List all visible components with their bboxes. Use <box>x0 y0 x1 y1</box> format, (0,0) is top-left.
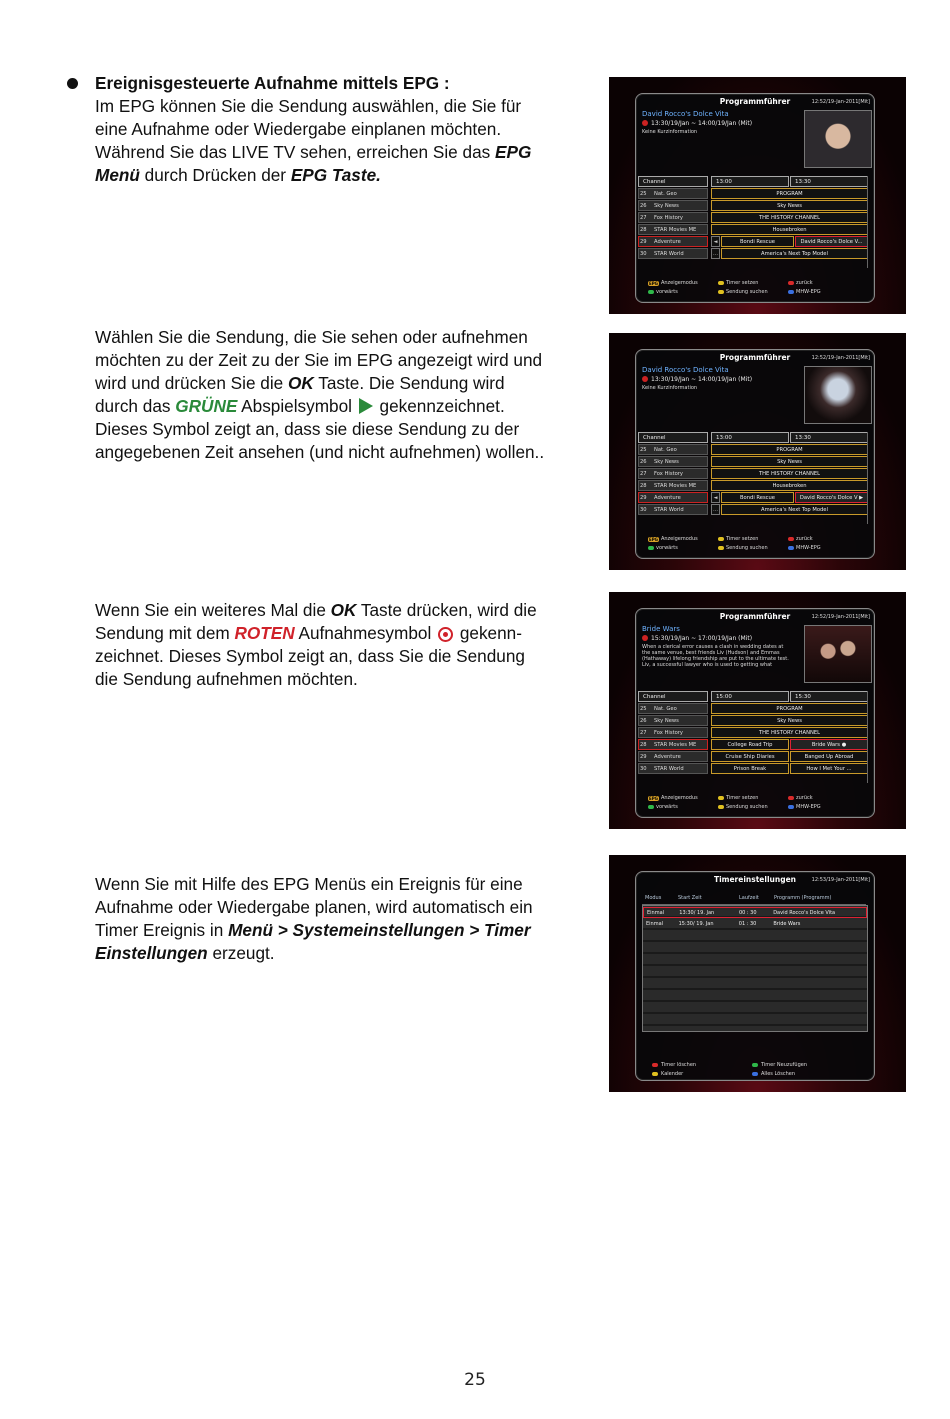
epg-screenshot-3 <box>609 592 906 829</box>
epg-datetime: 12:52/19-Jan-2011[Mit] <box>811 99 870 105</box>
event-row <box>711 492 868 503</box>
legend-mode <box>648 536 718 542</box>
red-dot-icon <box>788 537 794 541</box>
preview-thumbnail <box>804 366 872 424</box>
event-row <box>711 703 868 714</box>
text-span: durch Drücken der <box>139 165 291 185</box>
channel-row[interactable] <box>638 504 708 515</box>
event-cell[interactable]: Housebroken <box>711 480 868 491</box>
red-dot-icon <box>788 796 794 800</box>
text-span: Taste. Die Sendung wird <box>313 373 505 393</box>
legend-mhw <box>788 545 858 551</box>
event-cell[interactable]: Housebroken <box>711 224 868 235</box>
timer-row[interactable] <box>643 907 867 918</box>
text-line: die Sendung aufnehmen möchten. <box>95 669 358 689</box>
event-cell[interactable]: ... <box>711 248 720 259</box>
program-time-text: 13:30/19/Jan ~ 14:00/19/Jan (Mit) <box>651 376 753 383</box>
event-cell[interactable]: College Road Trip <box>711 739 789 750</box>
channel-number: 25 <box>640 191 647 197</box>
text-span: Während Sie das LIVE TV sehen, erreichen Sie das <box>95 142 491 162</box>
section-4-text <box>95 873 600 965</box>
legend-label: Anzeigemodus <box>660 795 698 801</box>
event-cell[interactable]: Bride Wars ● <box>790 739 868 750</box>
epg-datetime: 12:52/19-Jan-2011[Mit] <box>811 614 870 620</box>
channel-row[interactable] <box>638 763 708 774</box>
channel-row[interactable] <box>638 703 708 714</box>
time-header-1: 13:00 <box>711 176 789 187</box>
legend-delete <box>652 1062 752 1068</box>
blue-dot-icon <box>788 290 794 294</box>
bullet-point <box>67 78 78 89</box>
text-emphasis: EPG <box>495 142 532 162</box>
channel-number: 28 <box>640 483 647 489</box>
legend-calendar <box>652 1071 752 1077</box>
yellow-dot-icon <box>718 537 724 541</box>
channel-row[interactable] <box>638 468 708 479</box>
event-cell[interactable]: David Rocco's Dolce V... <box>795 236 868 247</box>
channel-row[interactable] <box>638 492 708 503</box>
timer-cell: Bride Wars <box>773 921 801 927</box>
event-row <box>711 468 868 479</box>
timer-title: Timereinstellungen <box>713 875 797 884</box>
scrollbar <box>867 691 872 783</box>
text-line: Aufnahme oder Wiedergabe planen, wird automatisch ein <box>95 897 533 917</box>
channel-header: Channel <box>638 176 708 187</box>
legend-mhw <box>788 289 858 295</box>
channel-header: Channel <box>638 432 708 443</box>
channel-name: Fox History <box>654 215 683 221</box>
legend-label: Timer setzen <box>726 536 759 542</box>
legend-label: MHW-EPG <box>796 804 821 810</box>
yellow-dot-icon <box>718 796 724 800</box>
epg-badge: EPG <box>649 536 658 542</box>
red-dot-icon <box>788 281 794 285</box>
event-row <box>711 248 868 259</box>
channel-row[interactable] <box>638 248 708 259</box>
program-description: Keine Kurzinformation <box>642 385 698 391</box>
channel-name: STAR Movies ME <box>654 483 697 489</box>
program-description: When a clerical error causes a clash in wedding dates at the same venue, best friends Liv (Hudson) and Emmas (Hathaway) lifelong friendship are put to the ultimate test. Liv, a successful lawyer who is used to getting what <box>642 644 789 668</box>
epg-legend <box>648 536 858 551</box>
text-line: Im EPG können Sie die Sendung auswählen, die Sie für <box>95 96 522 116</box>
yellow-dot-icon <box>718 805 724 809</box>
text-span: wird und drücken Sie die <box>95 373 288 393</box>
legend-label: Timer setzen <box>726 280 759 286</box>
legend-label: vorwärts <box>656 804 678 810</box>
channel-number: 26 <box>640 718 647 724</box>
record-icon <box>438 627 453 642</box>
event-row <box>711 739 868 750</box>
program-time <box>642 376 752 383</box>
event-cell[interactable]: Sky News <box>711 456 868 467</box>
channel-name: Fox History <box>654 471 683 477</box>
event-cell[interactable]: Banged Up Abroad <box>790 751 868 762</box>
channel-row[interactable] <box>638 212 708 223</box>
record-icon <box>642 635 648 641</box>
text-span: gekennzeichnet. <box>374 396 505 416</box>
red-dot-icon <box>652 1063 658 1067</box>
text-green: GRÜNE <box>175 396 238 416</box>
text-emphasis: Einstellungen <box>95 943 208 963</box>
legend-label: zurück <box>796 536 813 542</box>
program-time <box>642 120 752 127</box>
text-emphasis: OK <box>330 600 357 620</box>
event-cell[interactable]: THE HISTORY CHANNEL <box>711 212 868 223</box>
channel-name: Adventure <box>654 495 681 501</box>
channel-header: Channel <box>638 691 708 702</box>
timer-cell: Einmal <box>647 910 665 916</box>
event-cell[interactable]: ◄ <box>711 236 720 247</box>
event-cell[interactable]: ◄ <box>711 492 720 503</box>
legend-timer <box>718 536 788 542</box>
event-cell[interactable]: PROGRAM <box>711 703 868 714</box>
channel-row[interactable] <box>638 727 708 738</box>
program-time-text: 15:30/19/Jan ~ 17:00/19/Jan (Mit) <box>651 635 753 642</box>
text-line: angegebenen Zeit ansehen (und nicht aufnehmen) wollen.. <box>95 442 545 462</box>
legend-label: MHW-EPG <box>796 545 821 551</box>
channel-row[interactable] <box>638 480 708 491</box>
record-icon <box>642 376 648 382</box>
text-line <box>95 942 600 965</box>
text-line <box>95 141 600 164</box>
legend-search <box>718 545 788 551</box>
event-row <box>711 188 868 199</box>
channel-name: Nat. Geo <box>654 191 677 197</box>
channel-number: 25 <box>640 447 647 453</box>
time-header-1: 13:00 <box>711 432 789 443</box>
text-span: Abspielsymbol <box>237 396 357 416</box>
epg-title: Programmführer <box>719 353 791 362</box>
channel-row[interactable] <box>638 456 708 467</box>
timer-row[interactable] <box>643 919 867 930</box>
text-span: Taste drücken, wird die <box>356 600 537 620</box>
legend-label: Sendung suchen <box>726 545 768 551</box>
event-cell[interactable]: Bondi Rescue <box>721 492 794 503</box>
channel-number: 30 <box>640 766 647 772</box>
epg-legend <box>648 795 858 810</box>
text-emphasis: Menü > Systemeinstellungen > Timer <box>228 920 531 940</box>
event-row <box>711 212 868 223</box>
timer-cell: David Rocco's Dolce Vita <box>773 910 836 916</box>
event-cell[interactable]: How I Met Your ... <box>790 763 868 774</box>
legend-back <box>788 795 858 801</box>
event-row <box>711 236 868 247</box>
legend-search <box>718 804 788 810</box>
channel-name: Sky News <box>654 459 679 465</box>
event-row <box>711 456 868 467</box>
timer-columns <box>642 895 866 905</box>
preview-thumbnail <box>804 110 872 168</box>
epg-frame <box>635 349 875 559</box>
text-line <box>95 372 605 395</box>
legend-forward <box>648 804 718 810</box>
time-header-1: 15:00 <box>711 691 789 702</box>
channel-number: 28 <box>640 227 647 233</box>
program-time-text: 13:30/19/Jan ~ 14:00/19/Jan (Mit) <box>651 120 753 127</box>
preview-thumbnail <box>804 625 872 683</box>
legend-label: zurück <box>796 795 813 801</box>
channel-name: Fox History <box>654 730 683 736</box>
scrollbar <box>867 432 872 524</box>
channel-number: 28 <box>640 742 647 748</box>
green-dot-icon <box>648 290 654 294</box>
text-emphasis: Menü <box>95 165 140 185</box>
green-dot-icon <box>648 805 654 809</box>
event-cell[interactable]: THE HISTORY CHANNEL <box>711 727 868 738</box>
epg-legend <box>648 280 858 295</box>
channel-list <box>638 444 708 516</box>
legend-forward <box>648 545 718 551</box>
column-header: Laufzeit <box>739 895 759 901</box>
text-line: eine Aufnahme oder Wiedergabe einplanen möchten. <box>95 119 502 139</box>
legend-label: MHW-EPG <box>796 289 821 295</box>
channel-list <box>638 188 708 260</box>
channel-number: 26 <box>640 203 647 209</box>
event-row <box>711 224 868 235</box>
channel-name: Adventure <box>654 239 681 245</box>
text-line <box>95 164 600 187</box>
epg-title: Programmführer <box>719 97 791 106</box>
legend-delete-all <box>752 1071 852 1077</box>
program-description: Keine Kurzinformation <box>642 129 698 135</box>
legend-back <box>788 536 858 542</box>
page-number: 25 <box>464 1370 486 1390</box>
epg-screenshot-2 <box>609 333 906 570</box>
channel-name: STAR World <box>654 507 684 513</box>
epg-frame <box>635 93 875 303</box>
legend-label: Anzeigemodus <box>660 536 698 542</box>
channel-number: 27 <box>640 215 647 221</box>
epg-datetime: 12:52/19-Jan-2011[Mit] <box>811 355 870 361</box>
timer-screenshot <box>609 855 906 1092</box>
channel-number: 30 <box>640 507 647 513</box>
event-cell[interactable]: David Rocco's Dolce V ▶ <box>795 492 868 503</box>
event-cell[interactable]: THE HISTORY CHANNEL <box>711 468 868 479</box>
program-time <box>642 635 752 642</box>
timer-frame <box>635 871 875 1081</box>
epg-screenshot-1 <box>609 77 906 314</box>
event-cell[interactable]: PROGRAM <box>711 188 868 199</box>
event-cell[interactable]: Cruise Ship Diaries <box>711 751 789 762</box>
channel-row[interactable] <box>638 188 708 199</box>
channel-number: 25 <box>640 706 647 712</box>
text-span: Wenn Sie ein weiteres Mal die <box>95 600 331 620</box>
column-header: Modus <box>645 895 662 901</box>
program-title: David Rocco's Dolce Vita <box>642 110 729 118</box>
channel-name: STAR World <box>654 251 684 257</box>
record-icon <box>642 120 648 126</box>
channel-row[interactable] <box>638 751 708 762</box>
text-line: Wenn Sie mit Hilfe des EPG Menüs ein Ereignis für eine <box>95 874 523 894</box>
epg-badge: EPG <box>649 795 658 801</box>
legend-forward <box>648 289 718 295</box>
text-span: Timer Ereignis in <box>95 920 229 940</box>
text-span: durch das <box>95 396 176 416</box>
legend-label: Kalender <box>661 1071 684 1077</box>
event-row <box>711 504 868 515</box>
text-line: Wählen Sie die Sendung, die Sie sehen oder aufnehmen <box>95 327 528 347</box>
channel-number: 26 <box>640 459 647 465</box>
event-cell[interactable]: Prison Break <box>711 763 789 774</box>
event-cell[interactable]: Sky News <box>711 715 868 726</box>
channel-row[interactable] <box>638 200 708 211</box>
epg-frame <box>635 608 875 818</box>
channel-row[interactable] <box>638 444 708 455</box>
channel-number: 29 <box>640 239 647 245</box>
legend-new <box>752 1062 852 1068</box>
channel-number: 29 <box>640 754 647 760</box>
legend-label: Sendung suchen <box>726 289 768 295</box>
timer-cell: 15:30/ 19. Jan <box>678 921 714 927</box>
legend-mode <box>648 280 718 286</box>
text-red: ROTEN <box>234 623 295 643</box>
event-grid <box>711 703 868 775</box>
legend-back <box>788 280 858 286</box>
section-3-text <box>95 599 600 691</box>
section-1-text <box>95 72 600 187</box>
text-line <box>95 919 600 942</box>
yellow-dot-icon <box>652 1072 658 1076</box>
section-2-text <box>95 326 605 464</box>
blue-dot-icon <box>788 805 794 809</box>
event-cell[interactable]: America's Next Top Model <box>721 504 868 515</box>
text-line: möchten zu der Zeit zu der Sie im EPG angezeigt wird und <box>95 350 543 370</box>
text-span: Sendung mit dem <box>95 623 235 643</box>
program-title: David Rocco's Dolce Vita <box>642 366 729 374</box>
text-span: gekenn- <box>455 623 522 643</box>
event-cell[interactable]: ... <box>711 504 720 515</box>
timer-datetime: 12:53/19-Jan-2011[Mit] <box>811 877 870 883</box>
event-cell[interactable]: Bondi Rescue <box>721 236 794 247</box>
channel-row[interactable] <box>638 224 708 235</box>
text-line <box>95 395 605 418</box>
text-line: Dieses Symbol zeigt an, dass sie diese Sendung zu der <box>95 419 520 439</box>
channel-name: Sky News <box>654 203 679 209</box>
column-header: Programm (Programm) <box>774 895 832 901</box>
channel-number: 27 <box>640 471 647 477</box>
blue-dot-icon <box>752 1072 758 1076</box>
channel-row[interactable] <box>638 739 708 750</box>
legend-label: vorwärts <box>656 545 678 551</box>
channel-name: STAR World <box>654 766 684 772</box>
legend-mode <box>648 795 718 801</box>
time-header-2: 13:30 <box>790 176 868 187</box>
channel-name: Adventure <box>654 754 681 760</box>
event-row <box>711 200 868 211</box>
text-line <box>95 599 600 622</box>
event-row <box>711 763 868 774</box>
event-row <box>711 751 868 762</box>
channel-name: Nat. Geo <box>654 706 677 712</box>
channel-name: Sky News <box>654 718 679 724</box>
event-row <box>711 727 868 738</box>
timer-list <box>642 905 868 1032</box>
green-dot-icon <box>648 546 654 550</box>
legend-label: Anzeigemodus <box>660 280 698 286</box>
timer-cell: 01 : 30 <box>738 921 757 927</box>
text-line <box>95 622 600 645</box>
text-line: zeichnet. Dieses Symbol zeigt an, dass Sie die Sendung <box>95 646 525 666</box>
yellow-dot-icon <box>718 546 724 550</box>
text-span: erzeugt. <box>207 943 275 963</box>
event-row <box>711 444 868 455</box>
yellow-dot-icon <box>718 281 724 285</box>
timer-cell: Einmal <box>646 921 664 927</box>
legend-label: Timer Neuzufügen <box>761 1062 808 1068</box>
event-cell[interactable]: America's Next Top Model <box>721 248 868 259</box>
yellow-dot-icon <box>718 290 724 294</box>
channel-name: STAR Movies ME <box>654 227 697 233</box>
column-header: Start Zeit <box>678 895 702 901</box>
legend-label: Timer setzen <box>726 795 759 801</box>
channel-name: Nat. Geo <box>654 447 677 453</box>
event-row <box>711 480 868 491</box>
section-heading: Ereignisgesteuerte Aufnahme mittels EPG : <box>95 73 450 93</box>
channel-number: 27 <box>640 730 647 736</box>
epg-title: Programmführer <box>719 612 791 621</box>
channel-row[interactable] <box>638 236 708 247</box>
legend-label: Timer löschen <box>661 1062 697 1068</box>
event-cell[interactable]: PROGRAM <box>711 444 868 455</box>
channel-name: STAR Movies ME <box>654 742 697 748</box>
channel-number: 30 <box>640 251 647 257</box>
event-grid <box>711 444 868 516</box>
text-emphasis: EPG Taste. <box>290 165 381 185</box>
channel-number: 29 <box>640 495 647 501</box>
play-icon <box>359 398 373 414</box>
scrollbar <box>867 176 872 268</box>
program-title: Bride Wars <box>642 625 680 633</box>
blue-dot-icon <box>788 546 794 550</box>
channel-list <box>638 703 708 775</box>
legend-timer <box>718 795 788 801</box>
time-header-2: 13:30 <box>790 432 868 443</box>
legend-label: Sendung suchen <box>726 804 768 810</box>
timer-legend <box>652 1062 852 1077</box>
legend-timer <box>718 280 788 286</box>
text-emphasis: OK <box>288 373 314 393</box>
legend-label: Alles Löschen <box>761 1071 795 1077</box>
timer-cell: 00 : 30 <box>738 910 757 916</box>
legend-mhw <box>788 804 858 810</box>
event-grid <box>711 188 868 260</box>
time-header-2: 15:30 <box>790 691 868 702</box>
epg-badge: EPG <box>649 280 658 286</box>
text-span: Aufnahmesymbol <box>294 623 437 643</box>
legend-label: vorwärts <box>656 289 678 295</box>
event-row <box>711 715 868 726</box>
channel-row[interactable] <box>638 715 708 726</box>
timer-cell: 13:30/ 19. Jan <box>679 910 715 916</box>
legend-search <box>718 289 788 295</box>
green-dot-icon <box>752 1063 758 1067</box>
event-cell[interactable]: Sky News <box>711 200 868 211</box>
legend-label: zurück <box>796 280 813 286</box>
